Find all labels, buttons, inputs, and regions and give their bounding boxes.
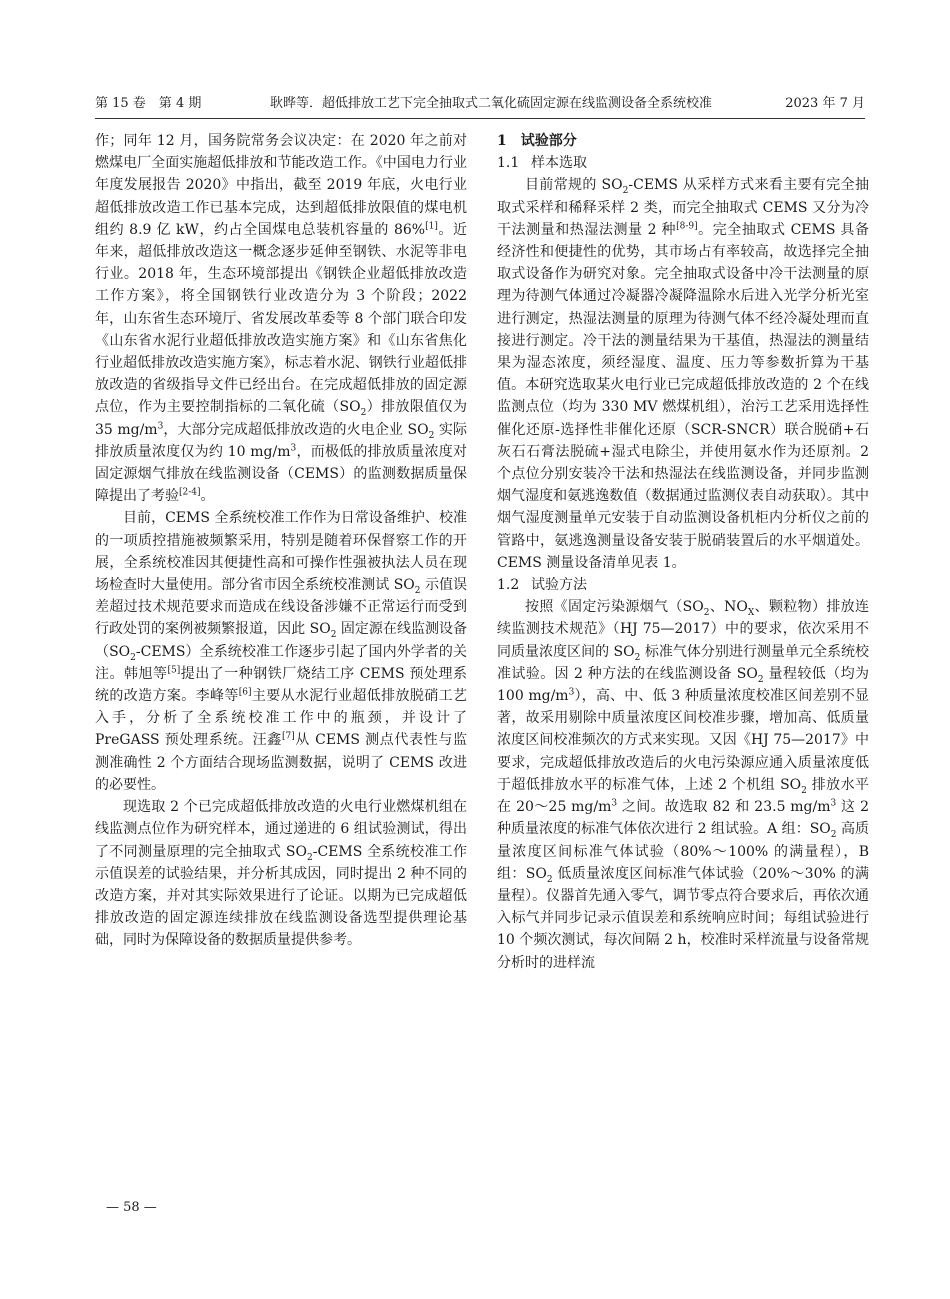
subsection-heading-1-2: 1.2 试验方法: [497, 577, 587, 594]
citation: [8-9]: [676, 221, 698, 232]
citation: [2-4]: [179, 487, 201, 498]
page-number: — 58 —: [106, 1200, 157, 1215]
header-title: 耿晔等．超低排放工艺下完全抽取式二氧化硫固定源在线监测设备全系统校准: [270, 96, 713, 111]
running-header: [95, 92, 865, 116]
citation: [1]: [425, 221, 438, 232]
citation: [6]: [238, 687, 252, 698]
paragraph-3: 现选取 2 个已完成超低排放改造的火电行业燃煤机组在线监测点位作为研究样本，通过递进的 6 组试验测试，得出了不同测量原理的完全抽取式 $SO_2$-CEMS 全系统校准工作示值误差的试验结果，并分析其成因，同时提出 2 种不同的改造方案，并对其实际效果进行了论证。以期为已完成超低排放改造的固定源连续排放在线监测设备选型提供理论基础，同时为保障设备的数据质量提供参考。: [95, 799, 467, 949]
paragraph-1: 作；同年 12 月，国务院常务会议决定：在 2020 年之前对燃煤电厂全面实施超低排放和节能改造工作。《中国电力行业年度发展报告 2020》中指出，截至 2019 年底，火电行业超低排放改造工作已基本完成，达到超低排放限值的煤电机组约 8.9 亿 kW，约占全国煤电总装机容量的 86%[1]。近年来，超低排放改造这一概念逐步延伸至钢铁、水泥等非电行业。2018 年，生态环境部提出《钢铁企业超低排放改造工作方案》，将全国钢铁行业改造分为 3 个阶段；2022 年，山东省生态环境厅、省发展改革委等 8 个部门联合印发《山东省水泥行业超低排放改造实施方案》和《山东省焦化行业超低排放改造实施方案》，标志着水泥、钢铁行业超低排放改造的省级指导文件已经出台。在完成超低排放的固定源点位，作为主要控制指标的二氧化硫$(SO_2)$排放限值仅为 35 $mg/m^3$，大部分完成超低排放改造的火电企业 $SO_2$ 实际排放质量浓度仅为约 10 $mg/m^3$，而极低的排放质量浓度对固定源烟气排放在线监测设备（CEMS）的监测数据质量保障提出了考验[2-4]。: [95, 133, 468, 505]
paragraph-r2: 按照《固定污染源烟气（$SO_2$、$NO_X$、颗粒物）排放连续监测技术规范》（HJ 75—2017）中的要求，依次采用不同质量浓度区间的 $SO_2$ 标准气体分别进行测量单元全系统校准试验。因 2 种方法的在线监测设备 $SO_2$ 量程较低（均为 100 $mg/m^3$），高、中、低 3 种质量浓度校准区间差别不显著，故采用剔除中质量浓度区间校准步骤，增加高、低质量浓度区间校准频次的方式来实现。又因《HJ 75—2017》中要求，完成超低排放改造后的火电污染源应通入质量浓度低于超低排放水平的标准气体，上述 2 个机组 $SO_2$ 排放水平在 20～25 $mg/m^3$ 之间。故选取 82 和 23.5 $mg/m^3$ 这 2 种质量浓度的标准气体依次进行 2 组试验。A 组：$SO_2$ 高质量浓度区间标准气体试验（80%～100% 的满量程），B 组：$SO_2$ 低质量浓度区间标准气体试验（20%～30% 的满量程）。仪器首先通入零气，调节零点符合要求后，再依次通入标气并同步记录示值误差和系统响应时间；每组试验进行 10 个频次测试，每次间隔 2 h，校准时采样流量与设备常规分析时的进样流: [497, 599, 870, 971]
right-column: [497, 130, 869, 974]
subsection-heading-1-1: 1.1 样本选取: [497, 155, 587, 172]
left-column: [95, 130, 467, 952]
paragraph-r1: 目前常规的 $SO_2$-CEMS 从采样方式来看主要有完全抽取式采样和稀释采样 2 类，而完全抽取式 CEMS 又分为冷干法测量和热湿法测量 2 种[8-9]。完全抽取式 CEMS 具备经济性和便捷性的优势，其市场占有率较高，故选择完全抽取式设备作为研究对象。完全抽取式设备中冷干法测量的原理为待测气体通过冷凝器冷凝降温除水后进入光学分析光室进行测定，热湿法测量的原理为待测气体不经冷凝处理而直接进行测定。冷干法的测量结果为干基值，热湿法的测量结果为湿态浓度，须经湿度、温度、压力等参数折算为干基值。本研究选取某火电行业已完成超低排放改造的 2 个在线监测点位（均为 330 MV 燃煤机组），治污工艺采用选择性催化还原-选择性非催化还原（SCR-SNCR）联合脱硝+石灰石石膏法脱硫+湿式电除尘，并使用氨水作为还原剂。2 个点位分别安装冷干法和热湿法在线监测设备，并同步监测烟气湿度和氨逃逸数值（数据通过监测仪表自动获取）。其中烟气湿度测量单元安装于自动监测设备机柜内分析仪之前的管路中，氨逃逸测量设备安装于脱硝装置后的水平烟道处。CEMS 测量设备清单见表 1。: [497, 177, 869, 571]
paragraph-2: 目前，CEMS 全系统校准工作作为日常设备维护、校准的一项质控措施被频繁采用，特别是随着环保督察工作的开展，全系统校准因其便捷性高和可操作性强被执法人员在现场检查时大量使用。部分省市因全系统校准测试 $SO_2$ 示值误差超过技术规范要求而造成在线设备涉嫌不正常运行而受到行政处罚的案例被频繁报道，因此 $SO_2$ 固定源在线监测设备$(SO_2-CEMS)$全系统校准工作逐步引起了国内外学者的关注。韩旭等[5]提出了一种钢铁厂烧结工序 CEMS 预处理系统的改造方案。李峰等[6]主要从水泥行业超低排放脱硝工艺入手，分析了全系统校准工作中的瓶颈，并设计了 PreGASS 预处理系统。汪鑫[7]从 CEMS 测点代表性与监测准确性 2 个方面结合现场监测数据，说明了 CEMS 改进的必要性。: [95, 510, 468, 793]
header-date: 2023 年 7 月: [785, 96, 865, 111]
header-volume: 第 15 卷 第 4 期: [95, 96, 202, 111]
header-rule: [95, 118, 865, 119]
section-heading: 1 试验部分: [497, 133, 577, 149]
citation: [5]: [167, 665, 181, 676]
citation: [7]: [281, 731, 295, 742]
